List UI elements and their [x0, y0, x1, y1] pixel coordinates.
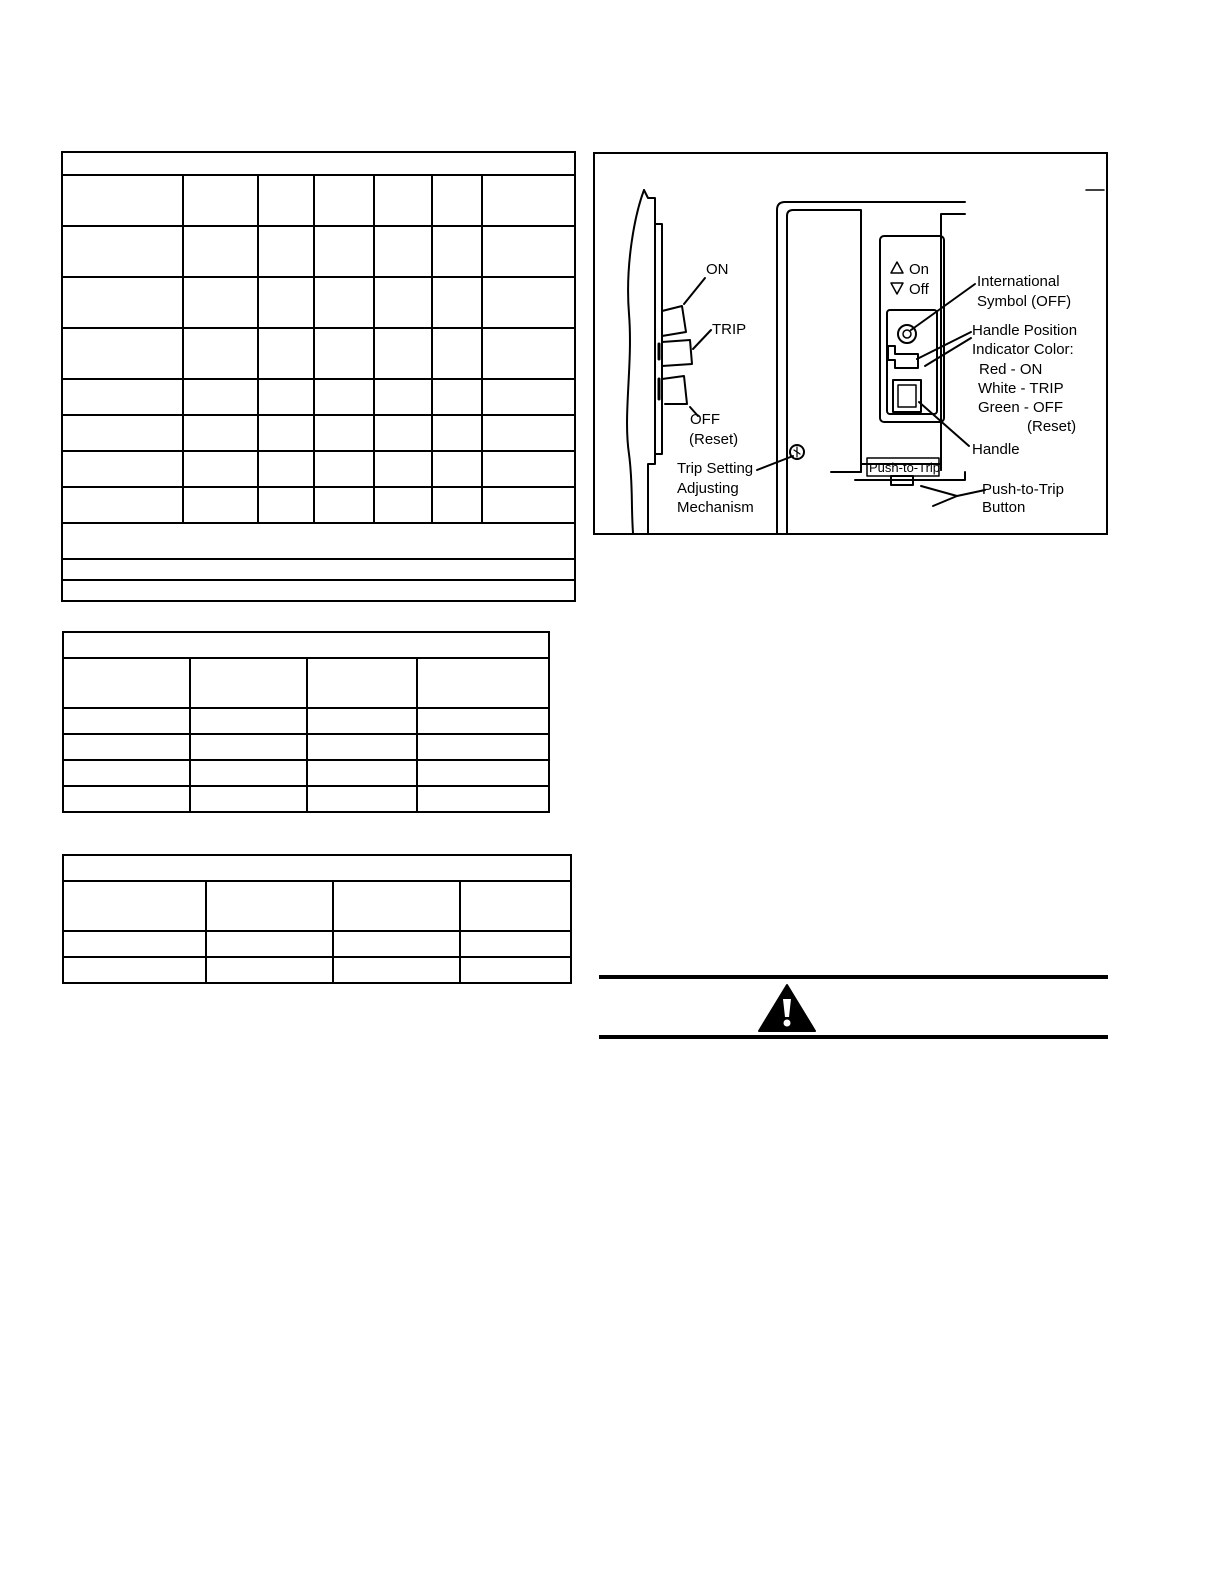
push-to-trip-plate-label: Push-to-Trip	[869, 460, 941, 475]
on-triangle-icon	[891, 262, 903, 273]
table-3	[62, 854, 572, 984]
table-row	[62, 277, 575, 328]
leader-push-to-trip	[921, 486, 985, 496]
leader-trip	[693, 330, 711, 349]
callout-trip-setting-line2: Adjusting	[677, 480, 739, 497]
panel-label-off: Off	[909, 281, 929, 298]
table-row	[62, 415, 575, 451]
table-1-title-row	[62, 152, 575, 175]
handle-off-position	[662, 376, 687, 404]
callout-push-to-trip-line2: Button	[982, 499, 1026, 516]
side-view-mount-edge	[644, 190, 655, 533]
table-row	[62, 379, 575, 415]
callout-push-to-trip-line1: Push-to-Trip	[982, 481, 1064, 498]
leader-on	[684, 278, 705, 304]
callout-handle-position-line2: Indicator Color:	[972, 341, 1074, 358]
side-view-face	[655, 224, 662, 454]
callout-international-symbol-line1: International	[977, 273, 1060, 290]
table-row	[63, 760, 549, 786]
warning-triangle-icon	[757, 983, 817, 1033]
callout-handle-position-line1: Handle Position	[972, 322, 1078, 339]
handle-indicator-tab	[888, 346, 918, 368]
label-on: ON	[706, 261, 729, 278]
table-row	[63, 786, 549, 812]
table-3-header-row	[63, 881, 571, 931]
table-2	[62, 631, 550, 813]
label-trip: TRIP	[712, 321, 747, 338]
table-row	[63, 708, 549, 734]
handle-trip-position	[662, 340, 692, 366]
table-1-header-row	[62, 175, 575, 226]
table-1	[61, 151, 576, 602]
panel-label-on: On	[909, 261, 930, 278]
handle-on-position	[662, 306, 686, 336]
table-1-footnote-row	[62, 523, 575, 559]
callout-handle-color-white: White - TRIP	[978, 380, 1064, 397]
breaker-figure	[593, 152, 1108, 535]
table-row	[62, 487, 575, 523]
warning-banner	[599, 975, 1108, 1043]
off-triangle-icon	[891, 283, 903, 294]
warning-rule-top	[599, 975, 1108, 979]
table-row	[63, 957, 571, 983]
table-row	[62, 451, 575, 487]
table-row	[63, 931, 571, 957]
breaker-illustration	[595, 154, 1106, 533]
callout-handle-color-green: Green - OFF	[978, 399, 1064, 416]
table-2-title-row	[63, 632, 549, 658]
table-row	[62, 328, 575, 379]
table-3-title-row	[63, 855, 571, 881]
callout-handle-color-red: Red - ON	[979, 361, 1043, 378]
callout-international-symbol-line2: Symbol (OFF)	[977, 293, 1072, 310]
table-row	[62, 226, 575, 277]
callout-trip-setting-line3: Mechanism	[677, 499, 754, 516]
label-off: OFF	[690, 411, 720, 428]
callout-handle-color-reset: (Reset)	[1027, 418, 1077, 435]
table-1-footnote-row	[62, 559, 575, 580]
table-1-footnote-row	[62, 580, 575, 601]
table-2-header-row	[63, 658, 549, 708]
table-row	[63, 734, 549, 760]
callout-trip-setting-line1: Trip Setting	[677, 460, 754, 477]
label-reset: (Reset)	[689, 431, 739, 448]
front-view-left-panel	[787, 210, 861, 533]
warning-rule-bottom	[599, 1035, 1108, 1039]
callout-handle: Handle	[972, 441, 1020, 458]
side-view-body-outline	[627, 190, 644, 533]
